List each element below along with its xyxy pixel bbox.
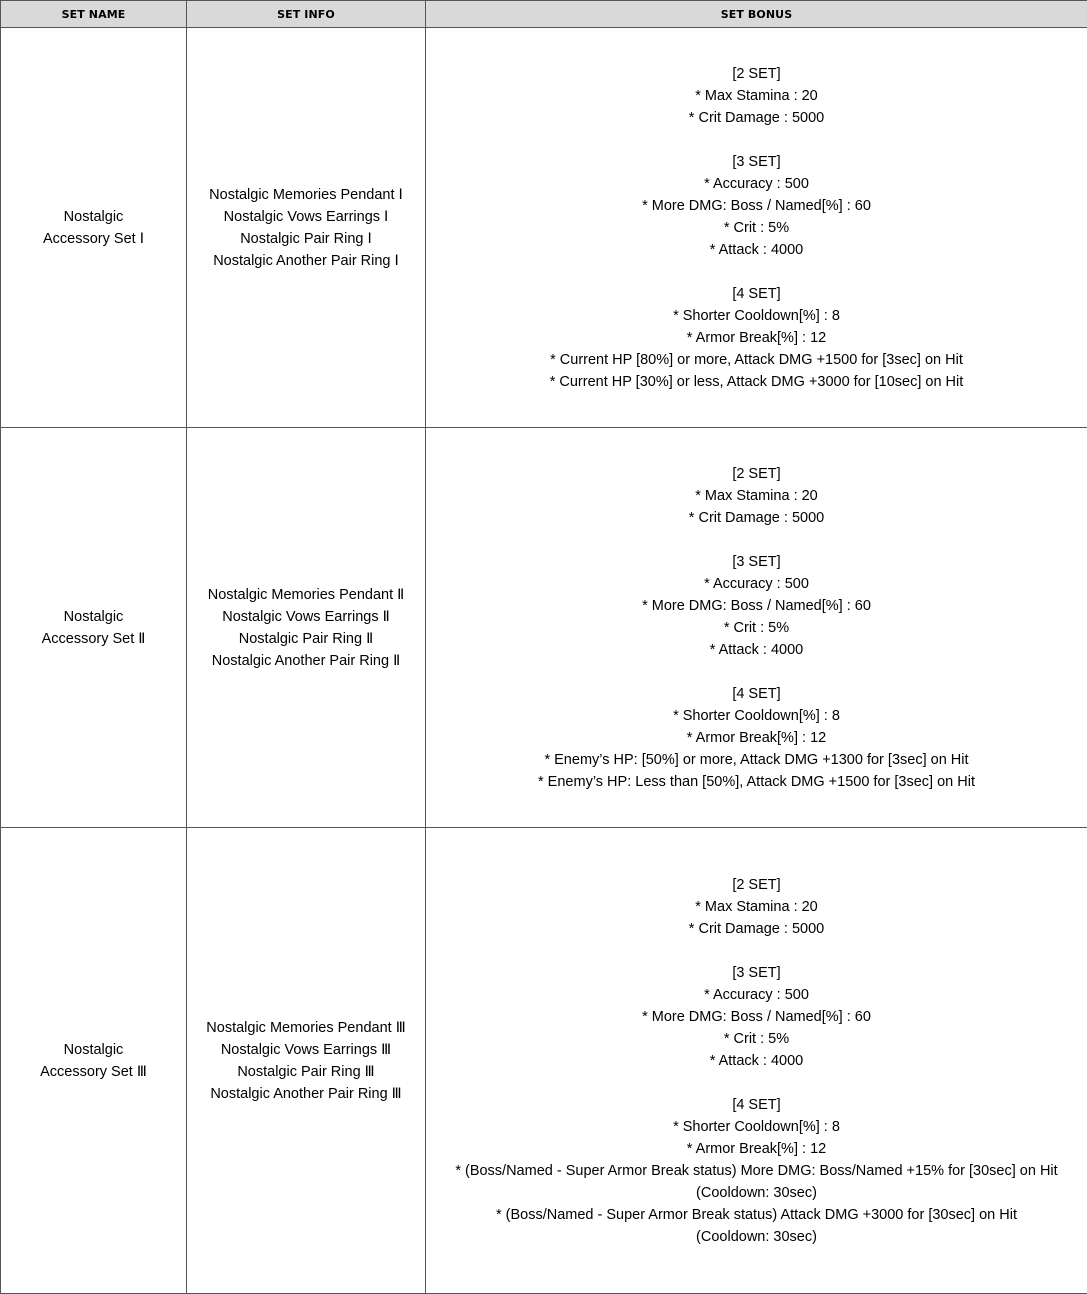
bonus-line: * (Boss/Named - Super Armor Break status) More DMG: Boss/Named +15% for [30sec] on Hit: [455, 1162, 1058, 1179]
bonus-line: * Shorter Cooldown[%] : 8: [673, 707, 840, 724]
bonus-line: * Armor Break[%] : 12: [686, 1140, 827, 1157]
set-item: Nostalgic Memories Pendant Ⅰ: [209, 186, 403, 203]
set-bonus-cell: [426, 28, 1087, 428]
table-row: [1, 28, 1087, 428]
table-row: [1, 828, 1087, 1294]
set-item: Nostalgic Vows Earrings Ⅲ: [220, 1041, 392, 1058]
set-name-cell: [1, 28, 187, 428]
bonus-line: * Current HP [80%] or more, Attack DMG +1500 for [3sec] on Hit: [550, 351, 963, 368]
set-item: Nostalgic Vows Earrings Ⅰ: [223, 208, 389, 225]
set-info-cell: [187, 428, 426, 828]
set-info-cell: [187, 828, 426, 1294]
set-name-line: Nostalgic: [63, 1041, 124, 1058]
bonus-tier-title: [2 SET]: [732, 465, 781, 482]
set-item: Nostalgic Pair Ring Ⅲ: [237, 1063, 375, 1080]
set-item: Nostalgic Vows Earrings Ⅱ: [222, 608, 390, 625]
bonus-tier-title: [2 SET]: [732, 65, 781, 82]
header-set-bonus: SET BONUS: [426, 1, 1087, 28]
set-bonus-cell: [426, 828, 1087, 1294]
header-set-info: SET INFO: [187, 1, 426, 28]
set-item: Nostalgic Pair Ring Ⅱ: [238, 630, 374, 647]
set-name-line: Accessory Set Ⅰ: [43, 230, 144, 247]
bonus-line: * Attack : 4000: [709, 641, 804, 658]
bonus-line: * Attack : 4000: [709, 241, 804, 258]
header-set-name: SET NAME: [1, 1, 187, 28]
bonus-line: * Armor Break[%] : 12: [686, 729, 827, 746]
bonus-tier-title: [3 SET]: [732, 553, 781, 570]
bonus-line: * Enemy’s HP: Less than [50%], Attack DMG +1500 for [3sec] on Hit: [538, 773, 975, 790]
bonus-tier-title: [3 SET]: [732, 153, 781, 170]
bonus-line: * Accuracy : 500: [704, 575, 809, 592]
bonus-tier-title: [4 SET]: [732, 285, 781, 302]
bonus-line: * Current HP [30%] or less, Attack DMG +3000 for [10sec] on Hit: [549, 373, 964, 390]
bonus-tier-title: [4 SET]: [732, 1096, 781, 1113]
set-name-line: Nostalgic: [63, 208, 124, 225]
header-row: [1, 1, 1087, 28]
bonus-line: * More DMG: Boss / Named[%] : 60: [642, 197, 871, 214]
bonus-line: (Cooldown: 30sec): [696, 1228, 817, 1245]
bonus-line: * Armor Break[%] : 12: [686, 329, 827, 346]
set-name-cell: [1, 428, 187, 828]
table-row: [1, 428, 1087, 828]
bonus-line: * Accuracy : 500: [704, 175, 809, 192]
bonus-line: * Shorter Cooldown[%] : 8: [673, 307, 840, 324]
bonus-line: * Shorter Cooldown[%] : 8: [673, 1118, 840, 1135]
set-item: Nostalgic Another Pair Ring Ⅱ: [211, 652, 401, 669]
set-name-cell: [1, 828, 187, 1294]
bonus-line: * Crit : 5%: [723, 619, 790, 636]
set-item: Nostalgic Memories Pendant Ⅲ: [206, 1019, 406, 1036]
set-name-line: Nostalgic: [63, 608, 124, 625]
bonus-line: * Max Stamina : 20: [695, 487, 818, 504]
set-item: Nostalgic Another Pair Ring Ⅰ: [213, 252, 399, 269]
bonus-line: * Accuracy : 500: [704, 986, 809, 1003]
set-info-cell: [187, 28, 426, 428]
set-name-line: Accessory Set Ⅱ: [41, 630, 146, 647]
set-item: Nostalgic Pair Ring Ⅰ: [240, 230, 372, 247]
set-name-line: Accessory Set Ⅲ: [40, 1063, 147, 1080]
bonus-line: * Crit Damage : 5000: [688, 920, 825, 937]
set-item: Nostalgic Memories Pendant Ⅱ: [207, 586, 405, 603]
bonus-line: * Crit : 5%: [723, 219, 790, 236]
set-bonus-cell: [426, 428, 1087, 828]
bonus-line: (Cooldown: 30sec): [696, 1184, 817, 1201]
bonus-line: * Crit Damage : 5000: [688, 509, 825, 526]
bonus-line: * (Boss/Named - Super Armor Break status) Attack DMG +3000 for [30sec] on Hit: [495, 1206, 1017, 1223]
bonus-line: * Attack : 4000: [709, 1052, 804, 1069]
bonus-line: * Enemy’s HP: [50%] or more, Attack DMG +1300 for [3sec] on Hit: [544, 751, 969, 768]
bonus-tier-title: [2 SET]: [732, 876, 781, 893]
bonus-line: * More DMG: Boss / Named[%] : 60: [642, 597, 871, 614]
bonus-line: * Max Stamina : 20: [695, 87, 818, 104]
bonus-line: * More DMG: Boss / Named[%] : 60: [642, 1008, 871, 1025]
bonus-tier-title: [4 SET]: [732, 685, 781, 702]
bonus-line: * Crit Damage : 5000: [688, 109, 825, 126]
set-item: Nostalgic Another Pair Ring Ⅲ: [210, 1085, 402, 1102]
bonus-tier-title: [3 SET]: [732, 964, 781, 981]
bonus-line: * Crit : 5%: [723, 1030, 790, 1047]
bonus-line: * Max Stamina : 20: [695, 898, 818, 915]
